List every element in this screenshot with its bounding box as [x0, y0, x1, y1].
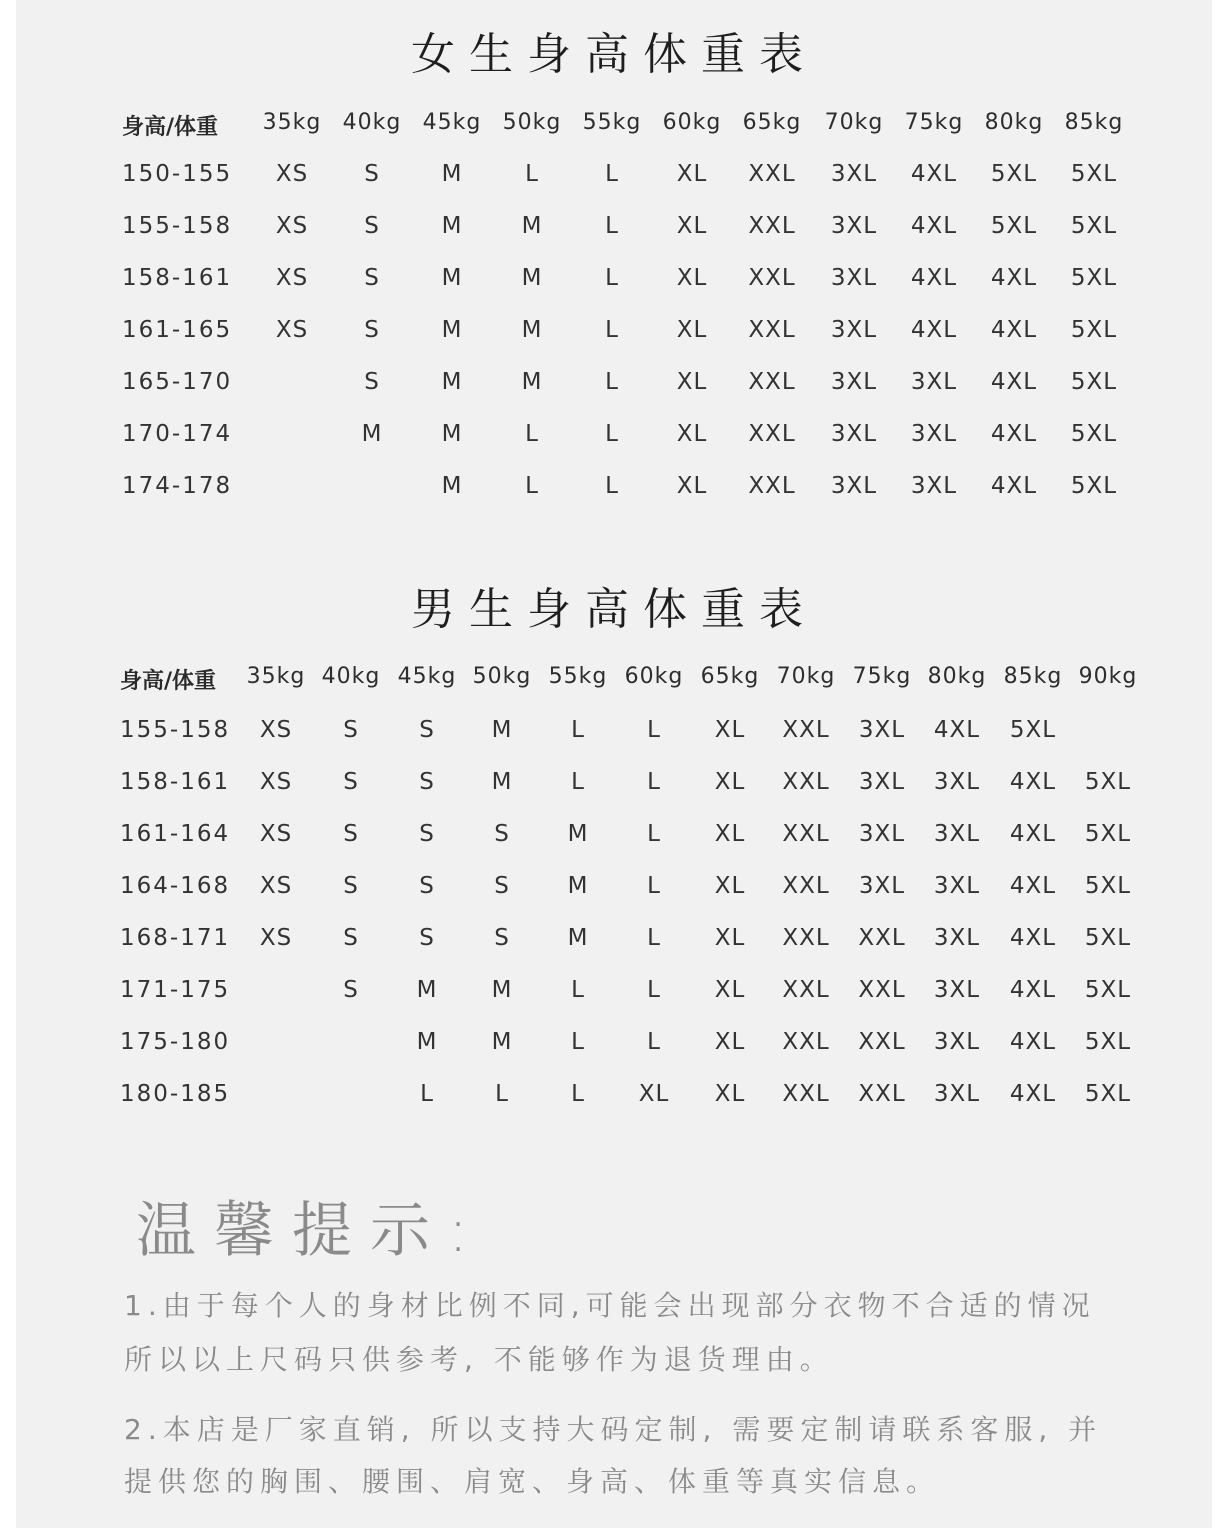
size-cell: M — [441, 213, 463, 239]
height-range-label: 165-170 — [122, 369, 233, 395]
size-cell: 3XL — [830, 265, 878, 291]
weight-header-50kg: 50kg — [472, 664, 532, 689]
size-cell: 3XL — [910, 473, 958, 499]
size-cell: 5XL — [1070, 369, 1118, 395]
size-cell: XXL — [858, 1029, 906, 1055]
weight-header-85kg: 85kg — [1064, 110, 1124, 135]
size-cell: XXL — [782, 717, 830, 743]
weight-header-90kg: 90kg — [1078, 664, 1138, 689]
size-cell: XXL — [782, 821, 830, 847]
size-cell: XXL — [858, 1081, 906, 1107]
size-cell: S — [419, 925, 435, 951]
size-cell: 5XL — [1084, 925, 1132, 951]
weight-header-60kg: 60kg — [624, 664, 684, 689]
size-cell: 5XL — [1009, 717, 1057, 743]
size-cell: M — [491, 977, 513, 1003]
size-cell: L — [605, 265, 619, 291]
size-cell: 3XL — [910, 369, 958, 395]
size-cell: L — [420, 1081, 434, 1107]
size-cell: S — [364, 369, 380, 395]
size-cell: S — [364, 317, 380, 343]
size-cell: L — [605, 421, 619, 447]
size-cell: M — [567, 925, 589, 951]
weight-header-35kg: 35kg — [246, 664, 306, 689]
size-cell: 3XL — [933, 1081, 981, 1107]
tip-line-2b: 提供您的胸围、腰围、肩宽、身高、体重等真实信息。 — [124, 1465, 941, 1498]
size-cell: M — [521, 265, 543, 291]
size-cell: 5XL — [1070, 421, 1118, 447]
size-cell: S — [364, 161, 380, 187]
size-cell: M — [441, 161, 463, 187]
weight-header-70kg: 70kg — [824, 110, 884, 135]
size-cell: XXL — [782, 1081, 830, 1107]
height-range-label: 158-161 — [122, 265, 233, 291]
size-cell: S — [364, 265, 380, 291]
size-cell: 5XL — [1070, 317, 1118, 343]
size-cell: M — [521, 369, 543, 395]
size-cell: XL — [714, 925, 746, 951]
size-cell: XL — [676, 421, 708, 447]
size-cell: XS — [275, 161, 309, 187]
size-cell: XL — [638, 1081, 670, 1107]
size-cell: 5XL — [1084, 1029, 1132, 1055]
size-cell: L — [647, 769, 661, 795]
size-cell: 5XL — [1070, 213, 1118, 239]
height-range-label: 180-185 — [120, 1081, 231, 1107]
size-cell: XXL — [748, 161, 796, 187]
size-cell: L — [605, 369, 619, 395]
height-range-label: 161-165 — [122, 317, 233, 343]
weight-header-85kg: 85kg — [1003, 664, 1063, 689]
size-cell: 4XL — [1009, 1081, 1057, 1107]
size-cell: 4XL — [933, 717, 981, 743]
size-cell: M — [441, 317, 463, 343]
size-cell: 5XL — [1084, 873, 1132, 899]
size-cell: XS — [259, 717, 293, 743]
size-cell: XL — [676, 265, 708, 291]
size-cell: 5XL — [1084, 821, 1132, 847]
size-cell: L — [605, 161, 619, 187]
size-cell: XXL — [858, 925, 906, 951]
size-cell: 5XL — [1084, 1081, 1132, 1107]
size-cell: M — [491, 717, 513, 743]
weight-header-80kg: 80kg — [984, 110, 1044, 135]
size-cell: L — [605, 213, 619, 239]
size-cell: 5XL — [1070, 161, 1118, 187]
size-cell: XL — [676, 161, 708, 187]
weight-header-65kg: 65kg — [700, 664, 760, 689]
size-cell: S — [343, 769, 359, 795]
tips-title: 温馨提示: — [136, 1196, 487, 1266]
size-cell: XXL — [748, 473, 796, 499]
size-cell: XXL — [782, 925, 830, 951]
size-cell: S — [364, 213, 380, 239]
size-cell: XL — [714, 717, 746, 743]
size-cell: M — [441, 369, 463, 395]
size-cell: L — [495, 1081, 509, 1107]
size-cell: S — [419, 821, 435, 847]
size-cell: S — [494, 925, 510, 951]
size-cell: L — [647, 873, 661, 899]
size-cell: S — [419, 769, 435, 795]
size-cell: 3XL — [830, 421, 878, 447]
size-cell: 3XL — [830, 213, 878, 239]
size-cell: 4XL — [990, 317, 1038, 343]
size-cell: XS — [275, 265, 309, 291]
size-cell: M — [521, 213, 543, 239]
size-cell: XXL — [748, 421, 796, 447]
size-cell: 4XL — [990, 369, 1038, 395]
height-range-label: 155-158 — [122, 213, 233, 239]
size-cell: 4XL — [910, 161, 958, 187]
size-cell: 5XL — [1084, 769, 1132, 795]
height-range-label: 171-175 — [120, 977, 231, 1003]
size-cell: XS — [259, 821, 293, 847]
size-cell: 5XL — [1084, 977, 1132, 1003]
size-cell: XL — [676, 213, 708, 239]
women-table-title: 女生身高体重表 — [411, 29, 817, 80]
size-cell: 5XL — [1070, 473, 1118, 499]
weight-header-80kg: 80kg — [927, 664, 987, 689]
size-cell: M — [567, 873, 589, 899]
size-cell: 4XL — [990, 421, 1038, 447]
size-cell: 3XL — [933, 821, 981, 847]
weight-header-50kg: 50kg — [502, 110, 562, 135]
size-cell: L — [647, 717, 661, 743]
size-cell: XXL — [748, 265, 796, 291]
size-cell: 3XL — [933, 873, 981, 899]
size-cell: XL — [714, 821, 746, 847]
corner-header: 身高/体重 — [122, 115, 219, 140]
size-cell: S — [494, 821, 510, 847]
size-cell: L — [525, 161, 539, 187]
height-range-label: 175-180 — [120, 1029, 231, 1055]
size-cell: M — [361, 421, 383, 447]
weight-header-60kg: 60kg — [662, 110, 722, 135]
weight-header-45kg: 45kg — [422, 110, 482, 135]
size-cell: S — [343, 873, 359, 899]
size-cell: L — [571, 1081, 585, 1107]
height-range-label: 161-164 — [120, 821, 231, 847]
size-cell: M — [521, 317, 543, 343]
size-cell: M — [567, 821, 589, 847]
size-cell: S — [343, 977, 359, 1003]
weight-header-75kg: 75kg — [904, 110, 964, 135]
size-cell: XL — [714, 1029, 746, 1055]
size-cell: 4XL — [990, 265, 1038, 291]
weight-header-75kg: 75kg — [852, 664, 912, 689]
size-cell: XXL — [782, 873, 830, 899]
size-cell: L — [571, 977, 585, 1003]
size-cell: M — [416, 977, 438, 1003]
size-cell: 4XL — [1009, 925, 1057, 951]
size-cell: L — [647, 1029, 661, 1055]
size-cell: XS — [275, 317, 309, 343]
size-cell: XL — [714, 977, 746, 1003]
size-cell: 5XL — [990, 161, 1038, 187]
size-cell: XXL — [782, 1029, 830, 1055]
men-table-title: 男生身高体重表 — [411, 584, 817, 635]
size-cell: XXL — [748, 317, 796, 343]
weight-header-40kg: 40kg — [321, 664, 381, 689]
size-cell: XXL — [782, 977, 830, 1003]
size-cell: 4XL — [990, 473, 1038, 499]
size-cell: L — [571, 1029, 585, 1055]
size-cell: 4XL — [910, 213, 958, 239]
size-cell: S — [343, 821, 359, 847]
height-range-label: 158-161 — [120, 769, 231, 795]
tip-line-1a: 1.由于每个人的身材比例不同,可能会出现部分衣物不合适的情况 — [124, 1289, 1096, 1322]
size-cell: 3XL — [858, 821, 906, 847]
size-cell: 4XL — [910, 265, 958, 291]
size-cell: S — [419, 717, 435, 743]
size-cell: 3XL — [933, 1029, 981, 1055]
size-cell: S — [343, 925, 359, 951]
height-range-label: 150-155 — [122, 161, 233, 187]
tip-line-2a: 2.本店是厂家直销, 所以支持大码定制, 需要定制请联系客服, 并 — [124, 1413, 1103, 1446]
size-cell: L — [605, 473, 619, 499]
height-range-label: 164-168 — [120, 873, 231, 899]
size-cell: L — [605, 317, 619, 343]
size-cell: 4XL — [1009, 1029, 1057, 1055]
size-cell: XXL — [858, 977, 906, 1003]
size-cell: M — [491, 1029, 513, 1055]
weight-header-35kg: 35kg — [262, 110, 322, 135]
size-cell: L — [647, 821, 661, 847]
size-cell: 3XL — [830, 369, 878, 395]
size-cell: 3XL — [858, 873, 906, 899]
size-cell: XS — [259, 925, 293, 951]
weight-header-55kg: 55kg — [582, 110, 642, 135]
size-cell: 3XL — [830, 161, 878, 187]
size-cell: 4XL — [1009, 977, 1057, 1003]
size-cell: L — [571, 717, 585, 743]
size-cell: XL — [676, 369, 708, 395]
weight-header-70kg: 70kg — [776, 664, 836, 689]
size-cell: 3XL — [830, 317, 878, 343]
size-cell: XS — [275, 213, 309, 239]
size-cell: 5XL — [1070, 265, 1118, 291]
size-cell: S — [343, 717, 359, 743]
size-cell: 4XL — [910, 317, 958, 343]
size-cell: L — [525, 421, 539, 447]
size-cell: L — [647, 977, 661, 1003]
size-cell: M — [441, 473, 463, 499]
size-cell: XL — [676, 317, 708, 343]
size-cell: XXL — [748, 213, 796, 239]
size-cell: 3XL — [933, 977, 981, 1003]
corner-header: 身高/体重 — [120, 669, 217, 694]
size-cell: 3XL — [858, 769, 906, 795]
size-cell: L — [571, 769, 585, 795]
size-cell: XXL — [782, 769, 830, 795]
weight-header-55kg: 55kg — [548, 664, 608, 689]
size-cell: 3XL — [830, 473, 878, 499]
size-cell: S — [494, 873, 510, 899]
size-cell: XL — [676, 473, 708, 499]
size-cell: XS — [259, 769, 293, 795]
size-cell: M — [416, 1029, 438, 1055]
size-cell: L — [525, 473, 539, 499]
weight-header-45kg: 45kg — [397, 664, 457, 689]
size-cell: 4XL — [1009, 769, 1057, 795]
height-range-label: 155-158 — [120, 717, 231, 743]
size-cell: L — [647, 925, 661, 951]
size-cell: XL — [714, 1081, 746, 1107]
size-cell: XXL — [748, 369, 796, 395]
size-cell: 5XL — [990, 213, 1038, 239]
height-range-label: 174-178 — [122, 473, 233, 499]
weight-header-65kg: 65kg — [742, 110, 802, 135]
size-cell: M — [491, 769, 513, 795]
size-cell: M — [441, 421, 463, 447]
size-cell: 3XL — [933, 925, 981, 951]
tip-line-1b: 所以以上尺码只供参考, 不能够作为退货理由。 — [124, 1343, 834, 1376]
height-range-label: 168-171 — [120, 925, 231, 951]
size-cell: S — [419, 873, 435, 899]
size-cell: XL — [714, 873, 746, 899]
size-cell: 4XL — [1009, 873, 1057, 899]
height-range-label: 170-174 — [122, 421, 233, 447]
size-cell: 4XL — [1009, 821, 1057, 847]
size-cell: XL — [714, 769, 746, 795]
size-cell: M — [441, 265, 463, 291]
weight-header-40kg: 40kg — [342, 110, 402, 135]
size-cell: XS — [259, 873, 293, 899]
size-cell: 3XL — [858, 717, 906, 743]
size-cell: 3XL — [933, 769, 981, 795]
size-cell: 3XL — [910, 421, 958, 447]
